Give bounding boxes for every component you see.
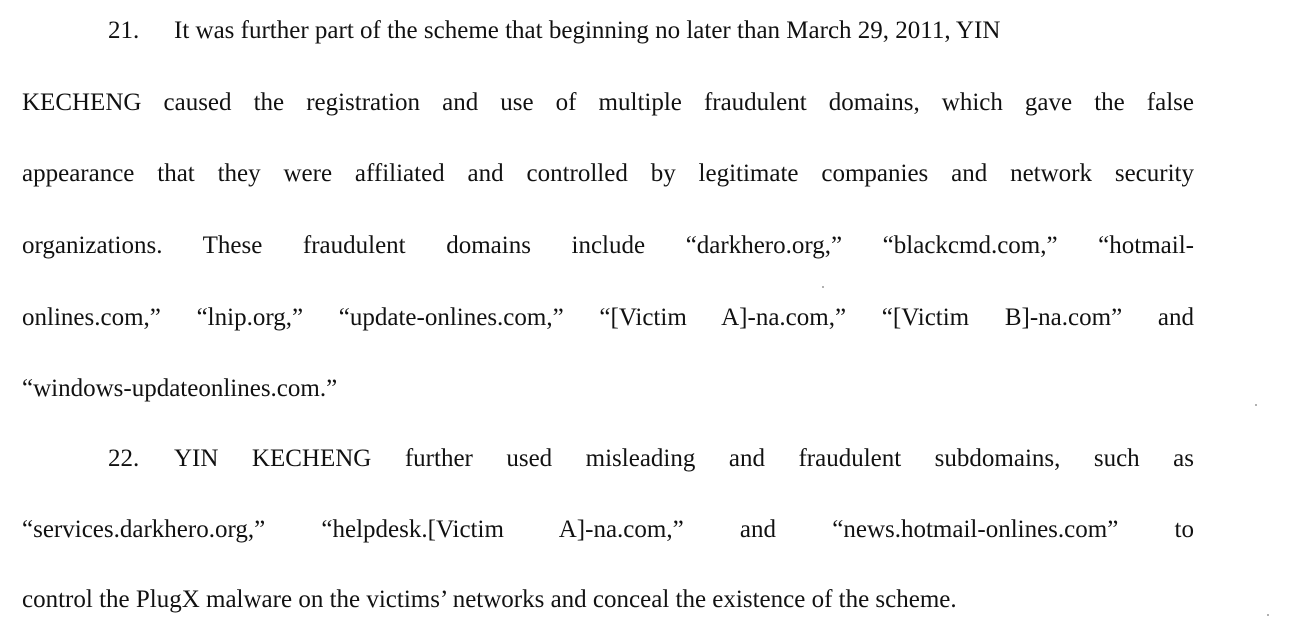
paragraph-21-line-2: KECHENG caused the registration and use of multiple fraudulent domains, which gave the false: [22, 89, 1194, 116]
scan-speck: [1255, 404, 1257, 406]
paragraph-21-line-6: “windows-updateonlines.com.”: [22, 375, 338, 402]
paragraph-21-line-4: organizations. These fraudulent domains include “darkhero.org,” “blackcmd.com,” “hotmail-: [22, 232, 1194, 259]
scan-speck: [822, 286, 824, 288]
paragraph-22-text-1: YIN KECHENG further used misleading and fraudulent subdomains, such as: [174, 445, 1194, 472]
paragraph-22-line-3: control the PlugX malware on the victims’ networks and conceal the existence of the scheme.: [22, 586, 957, 613]
paragraph-21-text-1: It was further part of the scheme that beginning no later than March 29, 2011, YIN: [174, 17, 1001, 44]
paragraph-21-line-3: appearance that they were affiliated and controlled by legitimate companies and network security: [22, 160, 1194, 187]
paragraph-22-line-2: “services.darkhero.org,” “helpdesk.[Victim A]-na.com,” and “news.hotmail-onlines.com” to: [22, 516, 1194, 543]
paragraph-21-line-1: [22, 16, 1194, 46]
paragraph-21-line-5: onlines.com,” “lnip.org,” “update-onlines.com,” “[Victim A]-na.com,” “[Victim B]-na.com” and: [22, 304, 1194, 331]
scan-speck: [1267, 614, 1269, 616]
paragraph-number-22: 22.: [108, 445, 140, 472]
paragraph-number-21: 21.: [108, 17, 140, 44]
paragraph-22-line-1: [22, 444, 1194, 474]
